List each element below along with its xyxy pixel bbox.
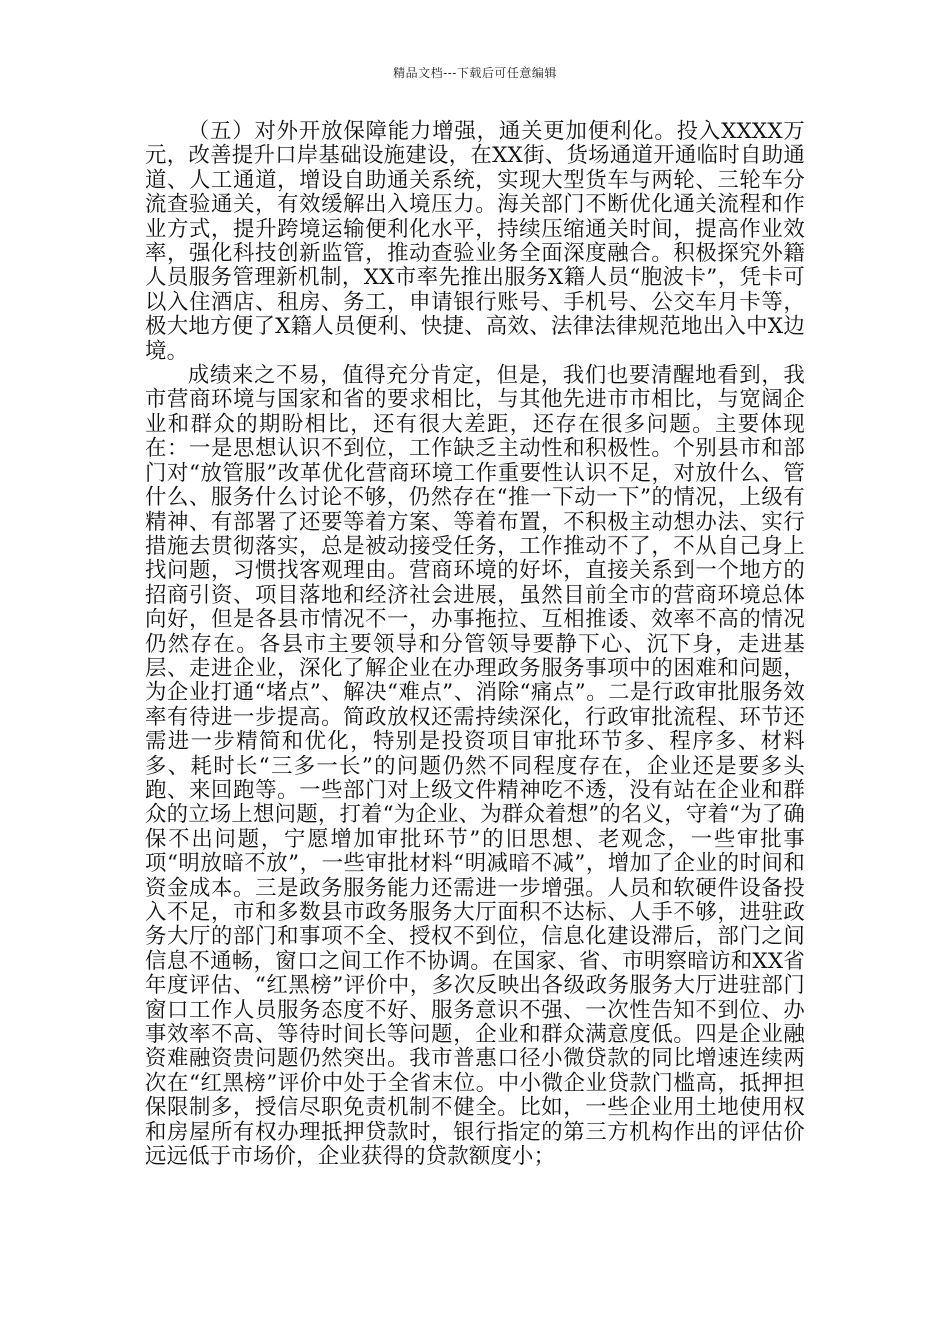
page-header: 精品文档---下载后可任意编辑 <box>393 66 557 80</box>
paragraph-problems: 成绩来之不易，值得充分肯定，但是，我们也要清醒地看到，我市营商环境与国家和省的要求相比，与其他先进市市相比，与宽阔企业和群众的期盼相比，还有很大差距，还存在很多问题。主要体现在：一是思想认识不到位，工作缺乏主动性和积极性。个别县市和部门对“放管服”改革优化营商环境工作重要性认识不足，对放什么、管什么、服务什么讨论不够，仍然存在“推一下动一下”的情况，上级有精神、有部署了还要等着方案、等着布置，不积极主动想办法、实行措施去贯彻落实，总是被动接受任务，工作推动不了，不从自己身上找问题，习惯找客观理由。营商环境的好坏，直接关系到一个地方的招商引资、项目落地和经济社会进展，虽然目前全市的营商环境总体向好，但是各县市情况不一，办事拖拉、互相推诿、效率不高的情况仍然存在。各县市主要领导和分管领导要静下心、沉下身，走进基层、走进企业，深化了解企业在办理政务服务事项中的困难和问题，为企业打通“堵点”、解决“难点”、消除“痛点”。二是行政审批服务效率有待进一步提高。简政放权还需持续深化，行政审批流程、环节还需进一步精简和优化，特别是投资项目审批环节多、程序多、材料多、耗时长“三多一长”的问题仍然不同程度存在，企业还是要多头跑、来回跑等。一些部门对上级文件精神吃不透，没有站在企业和群众的立场上想问题，打着“为企业、为群众着想”的名义，守着“为了确保不出问题，宁愿增加审批环节”的旧思想、老观念，一些审批事项“明放暗不放”，一些审批材料“明减暗不减”，增加了企业的时间和资金成本。三是政务服务能力还需进一步增强。人员和软硬件设备投入不足，市和多数县市政务服务大厅面积不达标、人手不够，进驻政务大厅的部门和事项不全、授权不到位，信息化建设滞后，部门之间信息不通畅，窗口之间工作不协调。在国家、省、市明察暗访和XX省年度评估、“红黑榜”评价中，多次反映出各级政务服务大厅进驻部门窗口工作人员服务态度不好、服务意识不强、一次性告知不到位、办事效率不高、等待时间长等问题，企业和群众满意度低。四是企业融资难融资贵问题仍然突出。我市普惠口径小微贷款的同比增速连续两次在“红黑榜”评价中处于全省末位。中小微企业贷款门槛高，抵押担保限制多，授信尽职免责机制不健全。比如，一些企业用土地使用权和房屋所有权办理抵押贷款时，银行指定的第三方机构作出的评估价远远低于市场价，企业获得的贷款额度小； <box>145 363 805 1170</box>
document-body <box>145 120 805 1169</box>
paragraph-opening-section-5: （五）对外开放保障能力增强，通关更加便利化。投入XXXX万元，改善提升口岸基础设施建设，在XX街、货场通道开通临时自助通道、人工通道，增设自助通关系统，实现大型货车与两轮、三轮车分流查验通关，有效缓解出入境压力。海关部门不断优化通关流程和作业方式，提升跨境运输便利化水平，持续压缩通关时间，提高作业效率，强化科技创新监管，推动查验业务全面深度融合。积极探究外籍人员服务管理新机制，XX市率先推出服务X籍人员“胞波卡”，凭卡可以入住酒店、租房、务工，申请银行账号、手机号、公交车月卡等，极大地方便了X籍人员便利、快捷、高效、法律法律规范地出入中X边境。 <box>145 119 805 364</box>
